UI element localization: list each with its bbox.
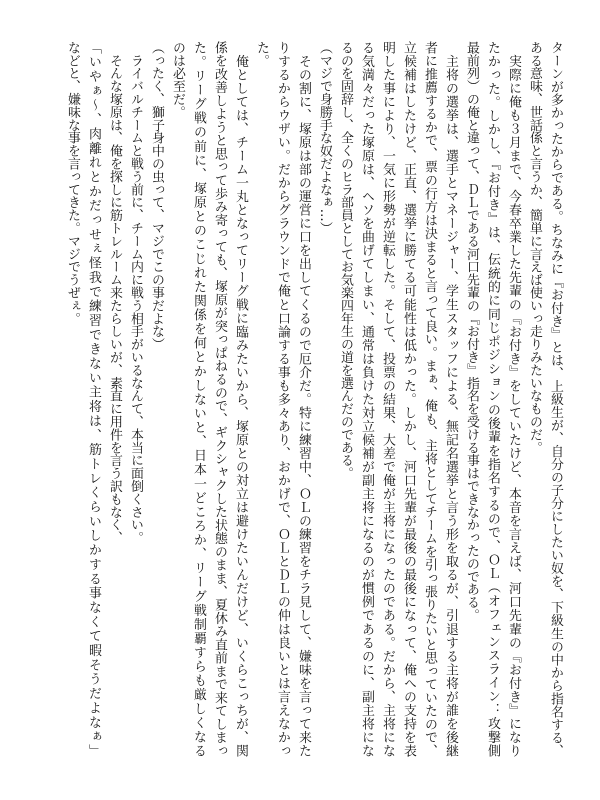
text-column: 最前列）の俺と違って、ＤＬである河口先輩の『お付き』指名を受ける事はできなかったのである。 [464,41,479,622]
text-column: た。 [254,41,269,67]
text-column: （ったく、獅子身中の虫って、マジでこの事だよな） [149,41,164,351]
text-column: ある意味、世話係と言うか、簡単に言えば使いっ走りみたいなものだ。 [527,41,542,454]
text-column: 「いやぁ～、肉離れとかだっせぇ怪我で練習できない主将は、筋トレくらいしかする事なくて暇そうだよなぁ」 [86,41,101,757]
text-column: ターンが多かったからである。ちなみに『お付き』とは、上級生が、自分の子分にしたい奴を、下級生の中から指名する、 [548,41,563,757]
text-column: （マジで身勝手な奴だよなぁ…） [317,41,332,235]
text-column: 明した事により、一気に形勢が逆転した。そして、投票の結果、大差で俺が主将になったのである。だから、主将にな [380,41,395,757]
text-column: 主将の選挙は、選手とマネージャー、学生スタッフによる、無記名選挙と言う形を取るが、引退する主将が誰を後継 [443,41,458,757]
text-column: る気満々だった塚原は、ヘソを曲げてしまい、通常は負けた対立候補が副主将になるのが慣例であるのに、副主将にな [359,41,374,757]
text-column: そんな塚原は、俺を探しに筋トレルーム来たらしいが、素直に用件を言う訳もなく、 [107,41,122,545]
text-column: 立候補はしたけど、正直、選挙に勝てる可能性は低かった。しかし、河口先輩が最後の最後になって、俺への支持を表 [401,41,416,757]
text-column: その割に、塚原は部の運営に口を出してくるので厄介だ。特に練習中、ＯＬの練習をチラ見して、嫌味を言って来た [296,41,311,757]
text-column: 実際に俺も３月まで、今春卒業した先輩の『お付き』をしていたけど、本音を言えば、河口先輩の『お付き』になり [506,41,521,757]
text-column: るのを固辞し、全くのヒラ部員としてお気楽四年生の道を選んだのである。 [338,41,353,480]
text-column: などと、嫌味な事を言ってきた。マジでうぜぇ。 [65,41,80,325]
text-column: 係を改善しようと思って歩み寄っても、塚原が突っぱねるので、ギクシャクした状態のまま、夏休み直前まで来てしまっ [212,41,227,757]
text-column: のは必至だ。 [170,41,185,119]
page-body [62,41,566,757]
text-column: たかった。しかし、『お付き』は、伝統的に同じポジションの後輩を指名するので、ＯＬ（オフェンスライン：攻撃側 [485,41,500,757]
text-column: ライバルチームと戦う前に、チーム内に戦う相手がいるなんて、本当に面倒くさい。 [128,41,143,545]
text-column: 俺としては、チーム一丸となってリーグ戦に臨みたいから、塚原との対立は避けたいんだけど、いくらこっちが、関 [233,41,248,757]
text-column: た。リーグ戦の前に、塚原とのこじれた関係を何とかしないと、日本一どころか、リーグ戦制覇すらも厳しくなる [191,41,206,757]
text-column: 者に推薦するかで、票の行方は決まると言って良い。まぁ、俺も、主将としてチームを引っ張りたいと思っていたので、 [422,41,437,757]
text-column: りするからウザい。だからグラウンドで俺と口論する事も多々あり、おかげで、ＯＬとＤＬの仲は良いとは言えなかっ [275,41,290,757]
